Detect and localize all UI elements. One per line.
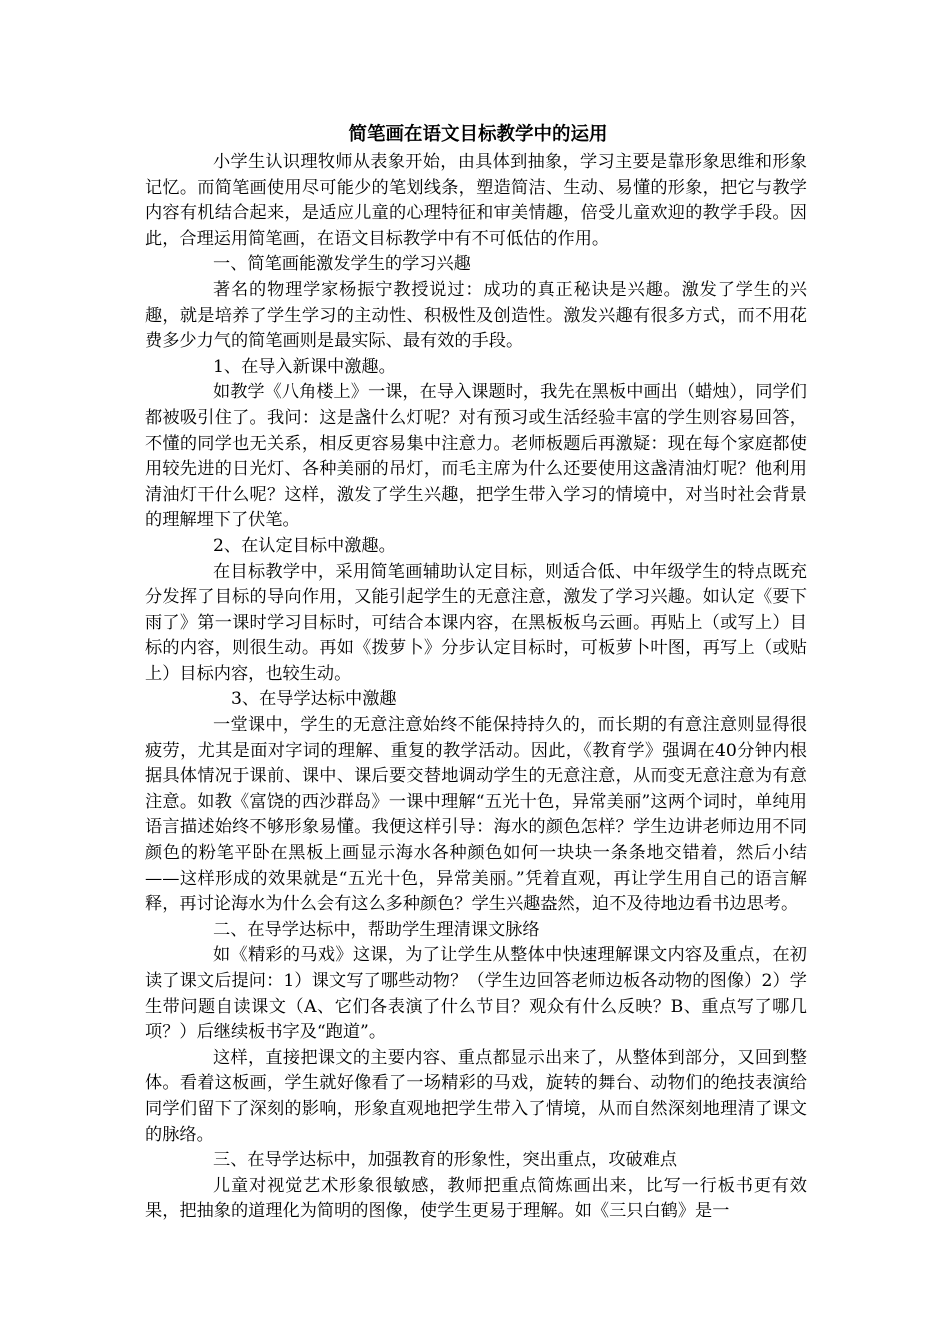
paragraph: 如《精彩的马戏》这课，为了让学生从整体中快速理解课文内容及重点，在初读了课文后提问：1）课文写了哪些动物？（学生边回答老师边板各动物的图像）2）学生带问题自读课文（A、它们各表演了什么节目？观众有什么反映？B、重点写了哪几项？）后继续板书字及“跑道”。	[145, 945, 807, 1043]
subsection-heading-3: 3、在导学达标中激趣	[231, 689, 397, 710]
document-body	[145, 120, 807, 1225]
section-heading-2: 二、在导学达标中，帮助学生理清课文脉络	[213, 919, 540, 940]
paragraph-intro: 小学生认识理牧师从表象开始，由具体到抽象，学习主要是靠形象思维和形象记忆。而简笔画使用尽可能少的笔划线条，塑造简洁、生动、易懂的形象，把它与教学内容有机结合起来，是适应儿童的心理特征和审美情趣，倍受儿童欢迎的教学手段。因此，合理运用简笔画，在语文目标教学中有不可低估的作用。	[145, 152, 807, 249]
paragraph: 儿童对视觉艺术形象很敏感，教师把重点简炼画出来，比写一行板书更有效果，把抽象的道理化为简明的图像，使学生更易于理解。如《三只白鹤》是一	[145, 1175, 807, 1222]
section-heading-3: 三、在导学达标中，加强教育的形象性，突出重点，攻破难点	[213, 1150, 678, 1171]
document-title: 简笔画在语文目标教学中的运用	[348, 124, 608, 145]
subsection-heading-2: 2、在认定目标中激趣。	[213, 535, 396, 556]
subsection-heading-1: 1、在导入新课中激趣。	[213, 356, 396, 377]
section-heading-1: 一、简笔画能激发学生的学习兴趣	[213, 254, 471, 275]
paragraph: 这样，直接把课文的主要内容、重点都显示出来了，从整体到部分，又回到整体。看着这板画，学生就好像看了一场精彩的马戏，旋转的舞台、动物们的绝技表演给同学们留下了深刻的影响，形象直观地把学生带入了情境，从而自然深刻地理清了课文的脉络。	[145, 1047, 807, 1145]
paragraph: 如教学《八角楼上》一课，在导入课题时，我先在黑板中画出（蜡烛），同学们都被吸引住了。我问：这是盏什么灯呢？对有预习或生活经验丰富的学生则容易回答，不懂的同学也无关系，相反更容易集中注意力。老师板题后再激疑：现在每个家庭都使用较先进的日光灯、各种美丽的吊灯，而毛主席为什么还要使用这盏清油灯呢？他利用清油灯干什么呢？这样，激发了学生兴趣，把学生带入学习的情境中，对当时社会背景的理解埋下了伏笔。	[145, 382, 807, 531]
paragraph: 著名的物理学家杨振宁教授说过：成功的真正秘诀是兴趣。激发了学生的兴趣，就是培养了学生学习的主动性、积极性及创造性。激发兴趣有很多方式，而不用花费多少力气的简笔画则是最实际、最有效的手段。	[145, 279, 807, 352]
paragraph: 一堂课中，学生的无意注意始终不能保持持久的，而长期的有意注意则显得很疲劳，尤其是面对字词的理解、重复的教学活动。因此，《教育学》强调在40分钟内根据具体情况于课前、课中、课后要交替地调动学生的无意注意，从而变无意注意为有意注意。如教《富饶的西沙群岛》一课中理解“五光十色，异常美丽”这两个词时，单纯用语言描述始终不够形象易懂。我便这样引导：海水的颜色怎样？学生边讲老师边用不同颜色的粉笔平卧在黑板上画显示海水各种颜色如何一块块一条条地交错着，然后小结——这样形成的效果就是“五光十色，异常美丽。”凭着直观，再让学生用自己的语言解释，再讨论海水为什么会有这么多种颜色？学生兴趣盎然，迫不及待地边看书边思考。	[145, 715, 807, 915]
paragraph: 在目标教学中，采用简笔画辅助认定目标，则适合低、中年级学生的特点既充分发挥了目标的导向作用，又能引起学生的无意注意，激发了学习兴趣。如认定《要下雨了》第一课时学习目标时，可结合本课内容，在黑板板乌云画。再贴上（或写上）目标的内容，则很生动。再如《拨萝卜》分步认定目标时，可板萝卜叶图，再写上（或贴上）目标内容，也较生动。	[145, 561, 807, 684]
